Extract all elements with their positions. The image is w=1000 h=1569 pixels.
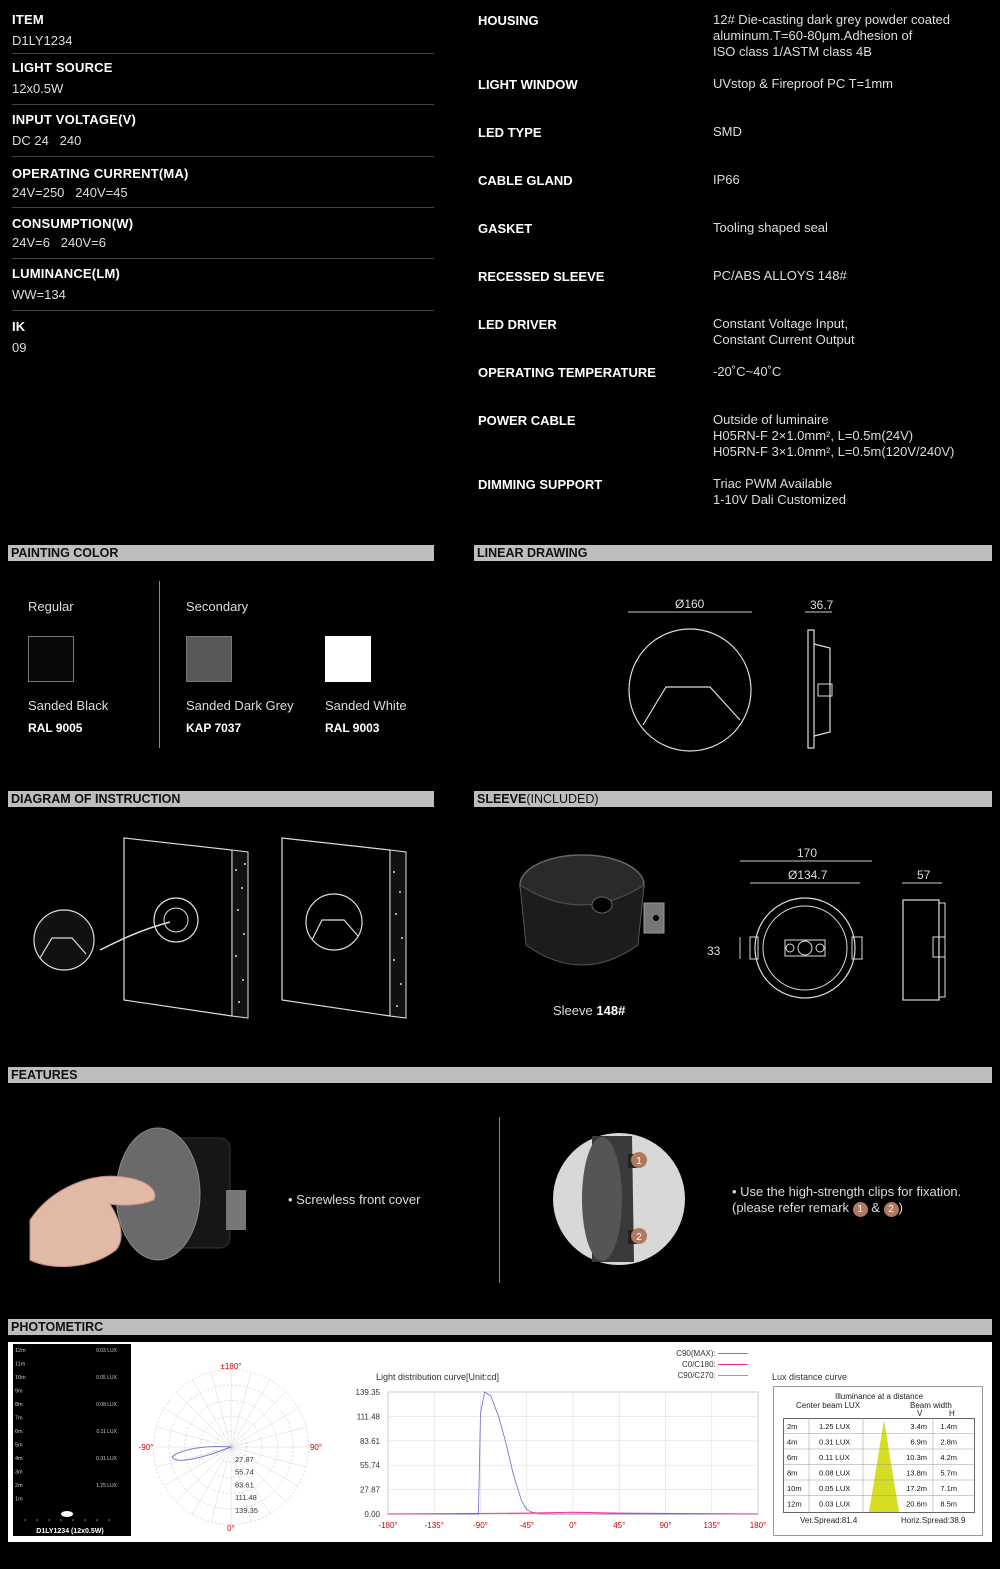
lux-row-distance: 6m	[787, 1453, 798, 1462]
polar-spoke	[231, 1372, 251, 1447]
lux-row-h: 4.2m	[940, 1453, 957, 1462]
lux-title: Lux distance curve	[772, 1372, 848, 1382]
isolux-lux-label: 0.05 LUX	[96, 1375, 117, 1381]
isolux-distance-label: 8m	[15, 1402, 23, 1408]
legend-label: C90/C270:	[677, 1371, 716, 1380]
spec-value: WW=134	[12, 287, 66, 302]
polar-tick-label: 83.61	[235, 1480, 254, 1490]
spec-row-luminance	[12, 266, 434, 311]
spec-label-operating-temperature: OPERATING TEMPERATURE	[478, 365, 656, 380]
front-view-circle	[629, 629, 751, 751]
lux-row-value: 0.05 LUX	[819, 1484, 851, 1493]
x-tick-label: 180°	[749, 1521, 767, 1530]
value-line: H05RN-F 3×1.0mm², L=0.5m(120V/240V)	[713, 444, 955, 459]
spec-value: 09	[12, 340, 27, 355]
remark-amp: &	[867, 1200, 884, 1215]
spec-value: DC 24 240	[12, 133, 82, 148]
sleeve-side-body	[903, 900, 939, 1000]
polar-label-left: -90°	[138, 1443, 154, 1452]
polar-spoke	[176, 1447, 231, 1502]
spec-label: ITEM	[12, 12, 44, 27]
x-tick-label: -135°	[424, 1521, 444, 1530]
legend-item-c90c270	[648, 1370, 748, 1381]
isolux-distance-label: 11m	[15, 1361, 26, 1368]
spec-row-item	[12, 12, 434, 54]
spec-label-gasket: GASKET	[478, 221, 533, 236]
sleeve-bar-light: (INCLUDED)	[526, 792, 599, 806]
installed-luminaire-window	[312, 920, 358, 940]
sleeve-photo	[510, 845, 680, 995]
power-cable	[100, 922, 170, 950]
y-tick-label: 111.48	[356, 1412, 380, 1422]
feature-clips-text	[732, 1184, 961, 1217]
features-divider	[499, 1117, 500, 1283]
spec-row-light-source	[12, 60, 434, 105]
sleeve-screw	[786, 944, 794, 952]
spec-value-light-window: UVstop & Fireproof PC T=1mm	[713, 76, 894, 91]
sleeve-center-bracket	[785, 940, 825, 956]
isolux-marker	[72, 1519, 74, 1521]
y-tick-label: 0.00	[364, 1510, 380, 1519]
isolux-footer: D1LY1234 (12x0.5W)	[36, 1528, 104, 1535]
remark-text: (please refer remark	[732, 1200, 853, 1215]
isolux-distance-label: 7m	[15, 1415, 23, 1422]
spec-label-cable-gland: CABLE GLAND	[478, 173, 573, 188]
lux-row-v: 13.8m	[906, 1468, 927, 1478]
side-view-body	[814, 644, 830, 736]
polar-chart	[136, 1357, 336, 1537]
wall-panel-front-installed	[282, 838, 390, 1016]
remark-badge-2: 2	[884, 1202, 899, 1217]
isolux-distance-label: 3m	[15, 1469, 23, 1476]
polar-spoke	[211, 1447, 231, 1522]
y-tick-label: 139.35	[355, 1388, 380, 1397]
sleeve-caption	[553, 1003, 625, 1018]
lux-table-row	[787, 1469, 957, 1478]
polar-curve-c90	[172, 1446, 231, 1460]
value-line: Constant Voltage Input,	[713, 316, 849, 331]
lux-table-svg	[783, 1418, 975, 1514]
spec-label: LUMINANCE(LM)	[12, 266, 121, 281]
x-tick-label: 0°	[569, 1521, 577, 1530]
legend-swatch	[718, 1353, 748, 1354]
distribution-chart	[343, 1386, 767, 1536]
lux-table-h: H	[949, 1409, 955, 1418]
isolux-marker	[60, 1519, 62, 1521]
sleeve-screw	[816, 944, 824, 952]
spec-label: IK	[12, 319, 26, 334]
sleeve-hole	[592, 897, 612, 913]
polar-label-right: 90°	[309, 1443, 323, 1452]
diameter-label: Ø160	[675, 597, 705, 611]
isolux-map	[13, 1344, 131, 1536]
color-name: Sanded White	[325, 698, 407, 713]
isolux-marker	[36, 1519, 38, 1521]
polar-spoke	[192, 1380, 231, 1447]
front-view-window	[643, 687, 740, 725]
isolux-distance-label: 2m	[15, 1483, 23, 1489]
feature-clips-line2	[732, 1200, 961, 1217]
lux-row-h: 5.7m	[940, 1468, 957, 1478]
secondary-label: Secondary	[186, 599, 249, 614]
sleeve-depth-label: 57	[917, 868, 931, 882]
lux-table-center-title: Center beam LUX	[796, 1401, 861, 1410]
swatch-sanded-white	[325, 636, 371, 682]
color-code: KAP 7037	[186, 721, 242, 735]
lux-row-v: 10.3m	[906, 1453, 927, 1462]
swatch-sanded-black	[28, 636, 74, 682]
color-name: Sanded Dark Grey	[186, 698, 294, 713]
sleeve-width-label: 170	[797, 846, 818, 860]
lux-row-h: 8.5m	[940, 1499, 957, 1509]
lux-table-v: V	[917, 1409, 923, 1418]
polar-spoke	[164, 1408, 231, 1447]
sleeve-inner-circle	[763, 906, 847, 990]
isolux-lux-label: 0.31 LUX	[96, 1456, 117, 1462]
x-tick-label: 45°	[613, 1521, 626, 1530]
spec-label: OPERATING CURRENT(MA)	[12, 166, 189, 181]
spec-label-led-driver: LED DRIVER	[478, 317, 557, 332]
legend-label: C0/C180:	[681, 1360, 716, 1369]
polar-spoke	[231, 1427, 306, 1447]
y-tick-label: 83.61	[359, 1436, 380, 1446]
wall-panel-edge-installed	[390, 850, 406, 1018]
y-tick-label: 27.87	[359, 1485, 380, 1495]
lux-row-value: 0.08 LUX	[819, 1468, 851, 1478]
legend-item-c0c180	[648, 1359, 748, 1370]
x-tick-label: -45°	[519, 1521, 535, 1530]
installed-luminaire	[306, 894, 362, 950]
polar-tick-labels	[235, 1455, 258, 1515]
isolux-distance-label: 4m	[15, 1456, 23, 1462]
isolux-distance-label: 12m	[15, 1348, 26, 1354]
isolux-marker	[96, 1519, 98, 1521]
lux-row-value: 0.31 LUX	[819, 1437, 851, 1447]
lux-row-distance: 4m	[787, 1437, 798, 1447]
sleeve-caption-light: Sleeve	[553, 1003, 597, 1018]
isolux-lux-label: 0.11 LUX	[96, 1429, 117, 1435]
color-name: Sanded Black	[28, 698, 109, 713]
isolux-hotspot	[61, 1511, 73, 1517]
x-tick-label: 135°	[703, 1521, 721, 1530]
section-bar-sleeve	[474, 791, 992, 807]
x-tick-labels	[378, 1521, 766, 1530]
lux-table-title: Illuminance at a distance	[834, 1392, 924, 1401]
remark-badge-1: 1	[853, 1202, 868, 1217]
value-line: H05RN-F 2×1.0mm², L=0.5m(24V)	[713, 428, 914, 443]
polar-tick-label: 27.87	[235, 1454, 254, 1464]
spec-label-led-type: LED TYPE	[478, 125, 542, 140]
sleeve-right-tab	[852, 937, 862, 959]
wall-panel-front	[124, 838, 232, 1016]
spec-value-recessed-sleeve: PC/ABS ALLOYS 148#	[713, 268, 847, 283]
isolux-lux-label: 1.25 LUX	[96, 1483, 117, 1489]
spec-value-led-type: SMD	[713, 124, 742, 139]
x-tick-label: 90°	[659, 1521, 672, 1530]
lux-table-box	[773, 1386, 983, 1536]
spec-value: 24V=250 240V=45	[12, 185, 128, 200]
isolux-distance-label: 6m	[15, 1429, 23, 1435]
spec-row-consumption	[12, 216, 434, 259]
feature-photo-cover	[30, 1120, 260, 1280]
value-line: ISO class 1/ASTM class 4B	[713, 44, 872, 59]
x-tick-label: -90°	[473, 1521, 488, 1530]
spec-value-operating-temperature: -20˚C~40˚C	[713, 364, 782, 379]
polar-spoke	[176, 1392, 231, 1447]
legend	[648, 1348, 748, 1381]
instruction-diagram	[20, 830, 420, 1020]
polar-spoke	[231, 1380, 270, 1447]
polar-tick-label: 111.48	[235, 1493, 257, 1503]
sleeve-center-hole	[798, 941, 812, 955]
polar-spoke	[231, 1392, 286, 1447]
isolux-lux-label: 0.03 LUX	[96, 1348, 117, 1354]
lux-row-distance: 2m	[787, 1422, 798, 1431]
lux-row-distance: 8m	[787, 1468, 798, 1478]
value-line: Triac PWM Available	[713, 476, 833, 491]
spec-value-dimming-support	[713, 476, 846, 508]
feature-cover-text: • Screwless front cover	[288, 1192, 421, 1207]
polar-spoke	[192, 1447, 231, 1514]
color-code: RAL 9005	[28, 721, 83, 735]
section-bar-features: FEATURES	[8, 1067, 992, 1083]
isolux-distance-label: 10m	[15, 1375, 26, 1381]
polar-spoke	[211, 1372, 231, 1447]
isolux-distance-label: 1m	[15, 1496, 23, 1503]
spec-label: CONSUMPTION(W)	[12, 216, 134, 231]
polar-tick-label: 55.74	[235, 1467, 254, 1477]
polar-spoke	[156, 1427, 231, 1447]
spec-label-power-cable: POWER CABLE	[478, 413, 576, 428]
value-line: Outside of luminaire	[713, 412, 829, 427]
clip-photo-cover	[582, 1137, 622, 1261]
value-line: 1-10V Dali Customized	[713, 492, 846, 507]
clip-badge-1-text: 1	[636, 1156, 642, 1167]
legend-label: C90(MAX):	[676, 1349, 716, 1358]
sleeve-technical-drawing	[730, 855, 960, 1015]
lux-row-v: 6.9m	[910, 1437, 927, 1447]
color-code: RAL 9003	[325, 721, 380, 735]
side-view-plate	[808, 630, 814, 748]
legend-swatch	[718, 1375, 748, 1376]
lux-table-row	[787, 1422, 957, 1431]
polar-label-bottom: 0°	[227, 1524, 235, 1533]
color-divider	[159, 581, 160, 748]
lux-row-distance: 10m	[787, 1484, 802, 1493]
spec-value: 12x0.5W	[12, 81, 64, 96]
isolux-marker	[24, 1519, 26, 1521]
spec-value: 24V=6 240V=6	[12, 235, 106, 250]
spec-value-housing	[713, 12, 950, 60]
horiz-spread: Horiz.Spread:38.9	[901, 1516, 966, 1525]
spec-label: LIGHT SOURCE	[12, 60, 113, 75]
spec-value-cable-gland: IP66	[713, 172, 740, 187]
lux-row-h: 7.1m	[940, 1484, 957, 1493]
recess-sleeve	[154, 898, 198, 942]
curve-title: Light distribution curve[Unit:cd]	[376, 1372, 500, 1382]
lux-table-row	[787, 1453, 957, 1462]
isolux-marker	[48, 1519, 50, 1521]
section-bar-photometric: PHOTOMETIRC	[8, 1319, 992, 1335]
depth-label: 36.7	[810, 598, 834, 612]
x-tick-label: -180°	[378, 1521, 398, 1530]
legend-item-c90max	[648, 1348, 748, 1359]
section-bar-linear: LINEAR DRAWING	[474, 545, 992, 561]
spec-value-led-driver	[713, 316, 855, 348]
lux-row-h: 2.8m	[940, 1437, 957, 1447]
polar-tick-label: 139.35	[235, 1506, 258, 1515]
isolux-marker	[108, 1519, 110, 1521]
sleeve-left-tab	[750, 937, 758, 959]
legend-swatch	[718, 1364, 748, 1365]
spec-label: INPUT VOLTAGE(V)	[12, 112, 137, 127]
spec-value-power-cable	[713, 412, 954, 460]
luminaire-front	[34, 910, 94, 970]
ver-spread: Ver.Spread:81.4	[800, 1516, 858, 1525]
polar-spoke	[164, 1447, 231, 1486]
lux-row-v: 17.2m	[906, 1484, 927, 1493]
sleeve-bar-bold: SLEEVE	[477, 792, 527, 806]
sleeve-outer-circle	[755, 898, 855, 998]
spec-row-input-voltage	[12, 112, 434, 157]
spec-label-dimming-support: DIMMING SUPPORT	[478, 477, 603, 492]
wall-panel-edge	[232, 850, 248, 1018]
regular-label: Regular	[28, 599, 74, 614]
isolux-distance-label: 9m	[15, 1388, 23, 1395]
sleeve-tab-hole	[653, 915, 659, 921]
polar-spoke	[231, 1408, 298, 1447]
spec-value-gasket: Tooling shaped seal	[713, 220, 828, 235]
remark-close: )	[898, 1200, 903, 1215]
lux-row-v: 3.4m	[910, 1422, 927, 1431]
lux-table-beam-title: Beam width	[910, 1401, 952, 1410]
value-line: 12# Die-casting dark grey powder coated	[713, 12, 951, 27]
sleeve-height-label: 33	[707, 944, 721, 958]
spec-value: D1LY1234	[12, 33, 73, 48]
spec-row-ik	[12, 319, 434, 361]
spec-row-operating-current	[12, 166, 434, 208]
value-line: aluminum.T=60-80μm.Adhesion of	[713, 28, 913, 43]
sleeve-diameter-label: Ø134.7	[788, 868, 828, 882]
spec-label-light-window: LIGHT WINDOW	[478, 77, 578, 92]
lux-table-row	[787, 1484, 957, 1493]
photometric-panel	[8, 1342, 992, 1542]
y-tick-label: 55.74	[359, 1461, 380, 1471]
polar-label-top: ±180°	[220, 1362, 242, 1371]
sleeve-side-flange	[939, 903, 945, 997]
lux-row-value: 1.25 LUX	[819, 1422, 851, 1431]
chart-grid	[388, 1392, 758, 1514]
y-tick-labels	[356, 1388, 381, 1519]
section-bar-painting: PAINTING COLOR	[8, 545, 434, 561]
section-bar-instruction: DIAGRAM OF INSTRUCTION	[8, 791, 434, 807]
value-line: Constant Current Output	[713, 332, 855, 347]
clip-badge-2-text: 2	[636, 1232, 642, 1243]
lux-row-distance: 12m	[787, 1499, 802, 1509]
spec-label-recessed-sleeve: RECESSED SLEEVE	[478, 269, 605, 284]
lux-row-value: 0.03 LUX	[819, 1499, 851, 1509]
swatch-sanded-dark-grey	[186, 636, 232, 682]
isolux-lux-label: 0.08 LUX	[96, 1402, 117, 1408]
spec-label-housing: HOUSING	[478, 13, 539, 28]
luminaire-tab	[226, 1190, 246, 1230]
recess-sleeve-inner	[164, 908, 188, 932]
lux-row-value: 0.11 LUX	[819, 1453, 850, 1462]
lux-row-v: 20.6m	[906, 1499, 927, 1509]
feature-clips-line1: • Use the high-strength clips for fixation.	[732, 1184, 962, 1199]
beam-cone	[869, 1420, 899, 1512]
isolux-distance-label: 5m	[15, 1442, 23, 1449]
lux-row-h: 1.4m	[940, 1422, 957, 1431]
lux-table-row	[787, 1438, 957, 1447]
polar-spoke	[156, 1447, 231, 1467]
linear-drawing-svg	[600, 600, 860, 760]
sleeve-caption-bold: 148#	[596, 1003, 626, 1018]
feature-photo-clips	[552, 1132, 686, 1266]
isolux-marker	[84, 1519, 86, 1521]
